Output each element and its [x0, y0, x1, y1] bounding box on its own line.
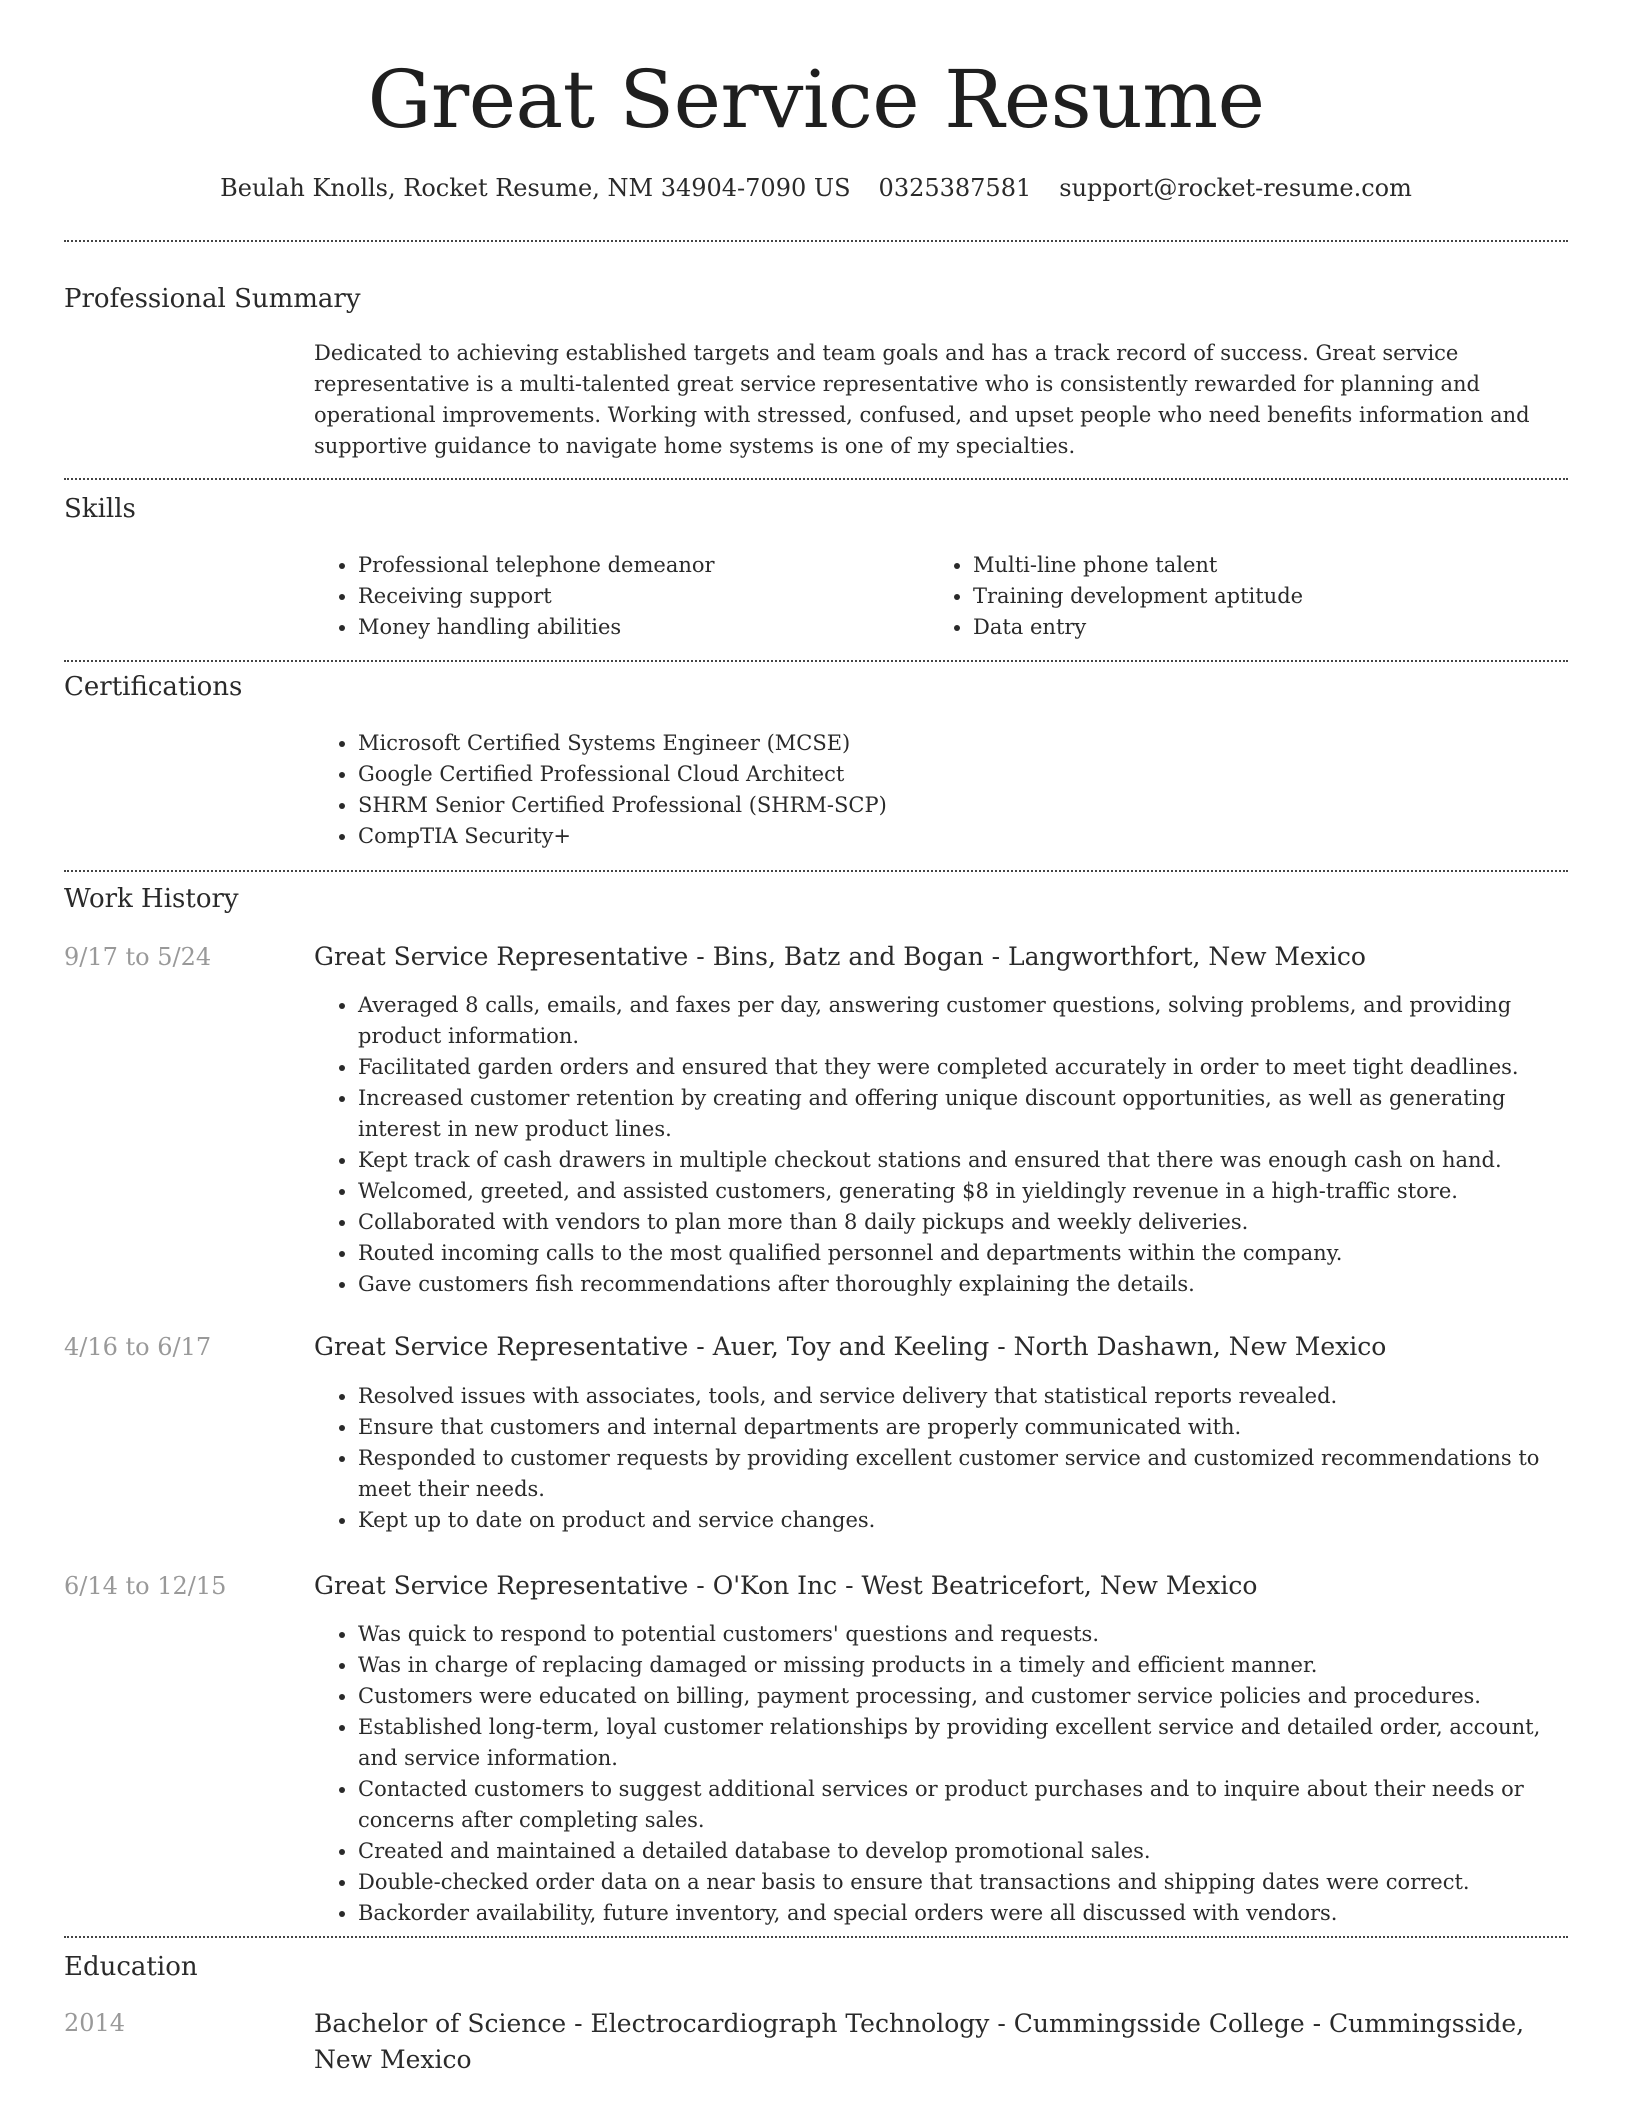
job-bullet: • Was quick to respond to potential customers' questions and requests.	[358, 1619, 1568, 1650]
summary-heading: Professional Summary	[64, 284, 361, 314]
job-bullet: • Routed incoming calls to the most qualified personnel and departments within the company.	[358, 1238, 1568, 1269]
skills-list-left	[314, 550, 918, 643]
skills-heading: Skills	[64, 494, 136, 524]
job-bullet: • Resolved issues with associates, tools, and service delivery that statistical reports revealed.	[358, 1381, 1568, 1412]
job-bullet: • Kept track of cash drawers in multiple checkout stations and ensured that there was enough cash on hand.	[358, 1145, 1568, 1176]
certification-item: • SHRM Senior Certified Professional (SHRM-SCP)	[358, 790, 1568, 821]
contact-line	[0, 171, 1632, 205]
education-degree: Bachelor of Science - Electrocardiograph Technology - Cummingsside College - Cummingsside, New Mexico	[314, 2009, 1525, 2074]
job-bullet: • Ensure that customers and internal departments are properly communicated with.	[358, 1412, 1568, 1443]
job-bullet: • Contacted customers to suggest additional services or product purchases and to inquire about their needs or concerns after completing sales.	[358, 1774, 1568, 1836]
summary-text: Dedicated to achieving established targets and team goals and has a track record of success. Great service representative is a multi-talented great service representative who is consistently rewarded for planning and operational improvements. Working with stressed, confused, and upset people who need benefits information and supportive guidance to navigate home systems is one of my specialties.	[314, 341, 1530, 458]
skill-item: • Training development aptitude	[973, 581, 1573, 612]
certifications-list	[314, 728, 1568, 852]
job-bullet: • Averaged 8 calls, emails, and faxes per day, answering customer questions, solving problems, and providing product information.	[358, 990, 1568, 1052]
job-bullet: • Facilitated garden orders and ensured that they were completed accurately in order to meet tight deadlines.	[358, 1052, 1568, 1083]
job-bullet: • Kept up to date on product and service changes.	[358, 1505, 1568, 1536]
certifications-heading: Certifications	[64, 672, 243, 702]
certification-item: • Google Certified Professional Cloud Architect	[358, 759, 1568, 790]
job-bullet: • Double-checked order data on a near basis to ensure that transactions and shipping dates were correct.	[358, 1867, 1568, 1898]
skill-item: • Receiving support	[358, 581, 918, 612]
resume-title: Great Service Resume	[367, 53, 1265, 146]
job-title: Great Service Representative - Auer, Toy and Keeling - North Dashawn, New Mexico	[314, 1332, 1387, 1361]
skill-item: • Professional telephone demeanor	[358, 550, 918, 581]
contact-phone: 0325387581	[878, 174, 1032, 202]
job-bullets	[314, 1381, 1568, 1536]
job-bullet: • Was in charge of replacing damaged or missing products in a timely and efficient manner.	[358, 1650, 1568, 1681]
contact-address: Beulah Knolls, Rocket Resume, NM 34904-7090 US	[220, 174, 851, 202]
job-title: Great Service Representative - O'Kon Inc - West Beatricefort, New Mexico	[314, 1571, 1258, 1600]
job-bullet: • Established long-term, loyal customer relationships by providing excellent service and detailed order, account, and service information.	[358, 1712, 1568, 1774]
job-dates: 6/14 to 12/15	[64, 1572, 227, 1600]
section-divider	[64, 478, 1568, 480]
section-divider	[64, 240, 1568, 242]
section-divider	[64, 660, 1568, 662]
job-dates: 9/17 to 5/24	[64, 943, 212, 971]
job-bullet: • Collaborated with vendors to plan more than 8 daily pickups and weekly deliveries.	[358, 1207, 1568, 1238]
certification-item: • Microsoft Certified Systems Engineer (MCSE)	[358, 728, 1568, 759]
contact-email[interactable]: support@rocket-resume.com	[1059, 174, 1412, 202]
job-bullet: • Responded to customer requests by providing excellent customer service and customized recommendations to meet their needs.	[358, 1443, 1568, 1505]
skill-item: • Money handling abilities	[358, 612, 918, 643]
education-year: 2014	[64, 2009, 126, 2037]
skills-list-right	[929, 550, 1573, 643]
job-dates: 4/16 to 6/17	[64, 1333, 212, 1361]
job-bullet: • Gave customers fish recommendations after thoroughly explaining the details.	[358, 1269, 1568, 1300]
job-bullet: • Welcomed, greeted, and assisted customers, generating $8 in yieldingly revenue in a high-traffic store.	[358, 1176, 1568, 1207]
job-bullet: • Increased customer retention by creating and offering unique discount opportunities, as well as generating interest in new product lines.	[358, 1083, 1568, 1145]
certification-item: • CompTIA Security+	[358, 821, 1568, 852]
education-heading: Education	[64, 1952, 198, 1982]
section-divider	[64, 1936, 1568, 1938]
section-divider	[64, 870, 1568, 872]
job-bullet: • Created and maintained a detailed database to develop promotional sales.	[358, 1836, 1568, 1867]
job-title: Great Service Representative - Bins, Batz and Bogan - Langworthfort, New Mexico	[314, 942, 1366, 971]
work-history-heading: Work History	[64, 884, 239, 914]
job-bullet: • Backorder availability, future inventory, and special orders were all discussed with vendors.	[358, 1898, 1568, 1929]
skill-item: • Multi-line phone talent	[973, 550, 1573, 581]
job-bullets	[314, 1619, 1568, 1929]
job-bullets	[314, 990, 1568, 1300]
skill-item: • Data entry	[973, 612, 1573, 643]
job-bullet: • Customers were educated on billing, payment processing, and customer service policies and procedures.	[358, 1681, 1568, 1712]
